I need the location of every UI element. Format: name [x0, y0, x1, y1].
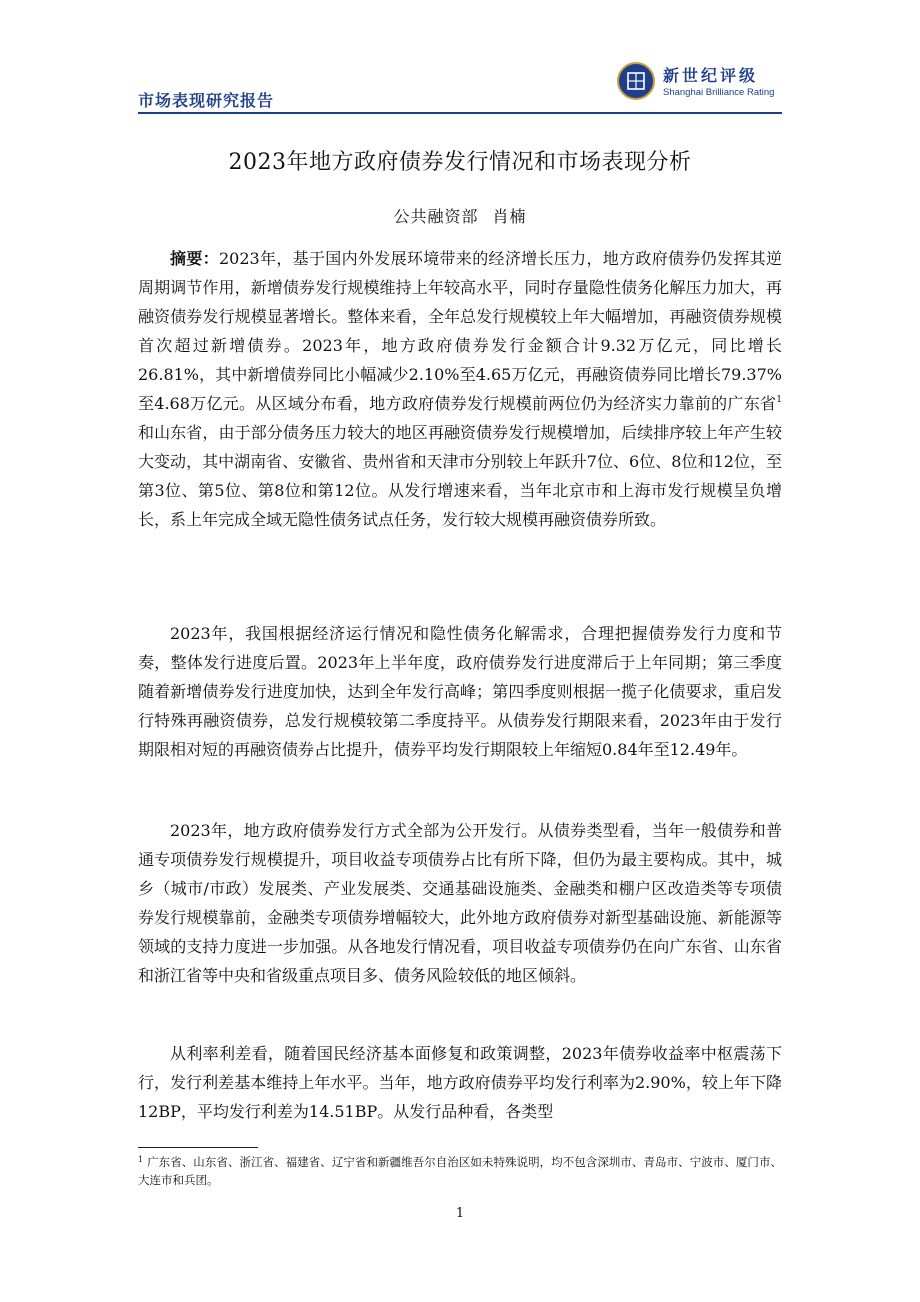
page-header — [138, 60, 782, 112]
abstract-text-part1: 2023年，基于国内外发展环境带来的经济增长压力，地方政府债券仍发挥其逆周期调节作用，新增债券发行规模维持上年较高水平，同时存量隐性债务化解压力加大，再融资债券发行规模显著增长。整体来看，全年总发行规模较上年大幅增加，再融资债券规模首次超过新增债券。2023年，地方政府债券发行金额合计9.32万亿元，同比增长26.81%，其中新增债券同比小幅减少2.10%至4.65万亿元，再融资债券同比增长79.37%至4.68万亿元。从区域分布看，地方政府债券发行规模前两位仍为经济实力靠前的广东省 — [138, 249, 782, 413]
body-paragraph-3: 从利率利差看，随着国民经济基本面修复和政策调整，2023年债券收益率中枢震荡下行，发行利差基本维持上年水平。当年，地方政府债券平均发行利率为2.90%，较上年下降12BP，平均发行利差为14.51BP。从发行品种看，各类型 — [138, 1044, 782, 1121]
byline — [138, 204, 782, 227]
page-number: 1 — [455, 1206, 465, 1221]
header-divider — [138, 112, 782, 114]
footnote-text: 广东省、山东省、浙江省、福建省、辽宁省和新疆维吾尔自治区如未特殊说明，均不包含深圳市、青岛市、宁波市、厦门市、大连市和兵团。 — [138, 1155, 782, 1187]
abstract-text-part2: 和山东省，由于部分债务压力较大的地区再融资债券发行规模增加，后续排序较上年产生较大变动，其中湖南省、安徽省、贵州省和天津市分别较上年跃升7位、6位、8位和12位，至第3位、第5位、第8位和第12位。从发行增速来看，当年北京市和上海市发行规模呈负增长，系上年完成全域无隐性债务试点任务，发行较大规模再融资债券所致。 — [138, 423, 782, 529]
logo-emblem-icon — [617, 62, 655, 100]
body-paragraph-2: 2023年，地方政府债券发行方式全部为公开发行。从债券类型看，当年一般债券和普通专项债券发行规模提升，项目收益专项债券占比有所下降，但仍为最主要构成。其中，城乡（城市/市政）发展类、产业发展类、交通基础设施类、金融类和棚户区改造类等专项债券发行规模靠前，金融类专项债券增幅较大，此外地方政府债券对新型基础设施、新能源等领域的支持力度进一步加强。从各地发行情况看，项目收益专项债券仍在向广东省、山东省和浙江省等中央和省级重点项目多、债务风险较低的地区倾斜。 — [138, 821, 782, 985]
abstract-label: 摘要： — [170, 249, 219, 268]
footnote-reference[interactable]: 1 — [776, 395, 782, 405]
abstract-paragraph — [138, 244, 782, 534]
brand-logo — [617, 62, 782, 106]
department: 公共融资部 — [393, 207, 479, 226]
author: 肖楠 — [492, 207, 527, 226]
footnote-divider — [138, 1147, 258, 1148]
logo-english-name: Shanghai Brilliance Rating — [663, 87, 775, 98]
footnote — [138, 1153, 782, 1189]
document-title: 2023年地方政府债券发行情况和市场表现分析 — [228, 150, 692, 175]
body-paragraph-1: 2023年，我国根据经济运行情况和隐性债务化解需求，合理把握债券发行力度和节奏，整体发行进度后置。2023年上半年度，政府债券发行进度滞后于上年同期；第三季度随着新增债券发行进度加快，达到全年发行高峰；第四季度则根据一揽子化债要求，重启发行特殊再融资债券，总发行规模较第二季度持平。从债券发行期限来看，2023年由于发行期限相对短的再融资债券占比提升，债券平均发行期限较上年缩短0.84年至12.49年。 — [138, 624, 782, 759]
footnote-mark: 1 — [138, 1155, 144, 1164]
report-type-label: 市场表现研究报告 — [138, 91, 275, 110]
logo-chinese-name: 新世纪评级 — [663, 66, 759, 85]
